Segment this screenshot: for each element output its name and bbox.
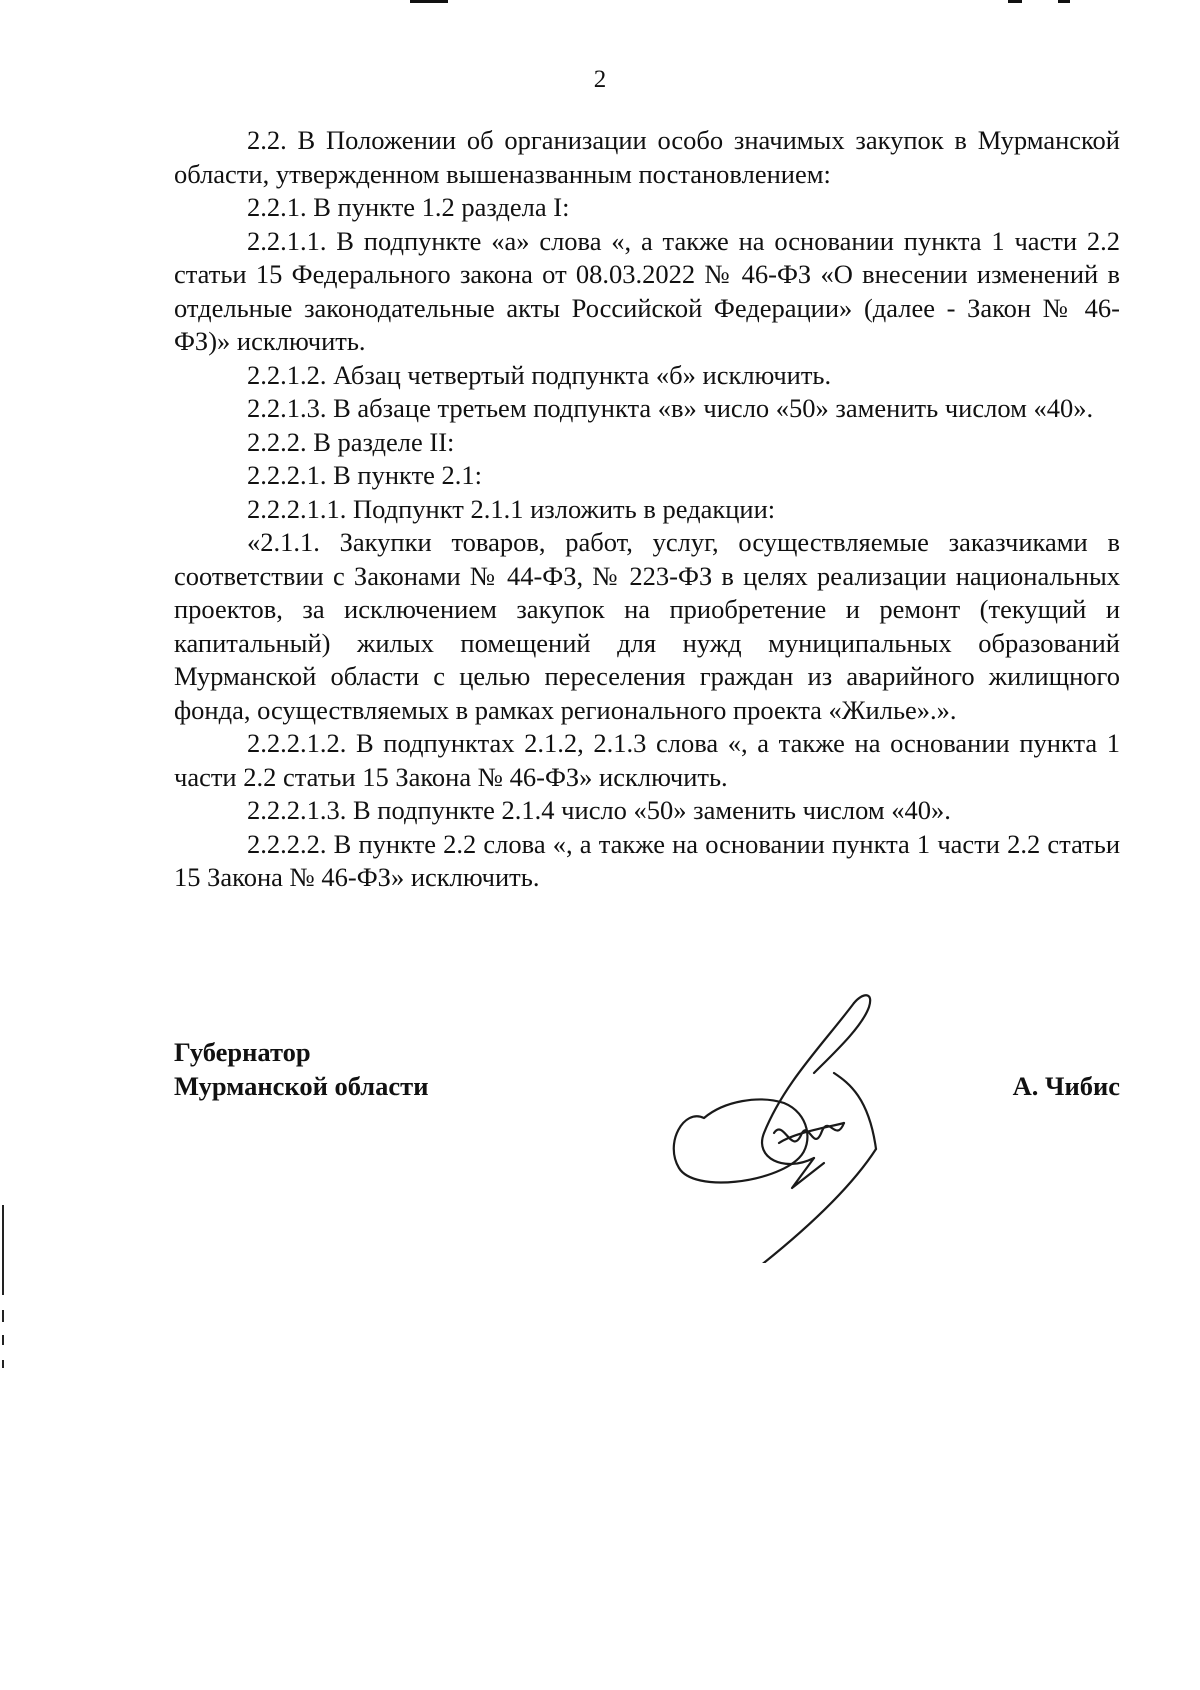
paragraph: «2.1.1. Закупки товаров, работ, услуг, осуществляемые заказчиками в соответствии с Законами № 44-ФЗ, № 223-ФЗ в целях реализации национальных проектов, за исключением закупок на приобретение и ремонт (текущий и капитальный) жилых помещений для нужд муниципальных образований Мурманской области с целью переселения граждан из аварийного жилищного фонда, осуществляемых в рамках регионального проекта «Жилье».». — [174, 527, 1120, 725]
scan-edge-mark — [2, 1310, 4, 1322]
paragraph: 2.2.1.2. Абзац четвертый подпункта «б» исключить. — [247, 359, 832, 390]
paragraph: 2.2.1.3. В абзаце третьем подпункта «в» число «50» заменить числом «40». — [247, 393, 1094, 423]
paragraph: 2.2. В Положении об организации особо значимых закупок в Мурманской области, утвержденном вышеназванным постановлением: — [174, 125, 1120, 189]
signatory-title — [174, 1035, 428, 1103]
handwritten-signature — [664, 983, 924, 1263]
paragraph: 2.2.2. В разделе II: — [247, 426, 455, 457]
page-number: 2 — [593, 66, 607, 93]
paragraph: 2.2.2.1.1. Подпункт 2.1.1 изложить в редакции: — [247, 493, 776, 524]
scan-mark — [1008, 0, 1022, 3]
scan-edge-mark — [2, 1335, 4, 1345]
signature-block — [174, 1035, 1120, 1265]
signatory-title-line: Губернатор — [174, 1037, 311, 1067]
scan-edge-mark — [2, 1205, 4, 1295]
paragraph: 2.2.2.1. В пункте 2.1: — [247, 460, 483, 490]
paragraph: 2.2.1.1. В подпункте «а» слова «, а также на основании пункта 1 части 2.2 статьи 15 Федерального закона от 08.03.2022 № 46-ФЗ «О внесении изменений в отдельные законодательные акты Российской Федерации» (далее - Закон № 46-ФЗ)» исключить. — [174, 225, 1120, 356]
paragraph: 2.2.2.2. В пункте 2.2 слова «, а также на основании пункта 1 части 2.2 статьи 15 Закона № 46-ФЗ» исключить. — [174, 828, 1120, 892]
paragraph: 2.2.2.1.3. В подпункте 2.1.4 число «50» заменить числом «40». — [247, 795, 951, 825]
paragraph: 2.2.1. В пункте 1.2 раздела I: — [247, 192, 570, 222]
scan-mark — [410, 0, 448, 3]
scan-mark — [1058, 0, 1070, 3]
signatory-title-line: Мурманской области — [174, 1071, 429, 1101]
document-body — [174, 124, 1120, 895]
signatory-name: А. Чибис — [1012, 1071, 1120, 1101]
scan-edge-mark — [2, 1360, 4, 1368]
paragraph: 2.2.2.1.2. В подпунктах 2.1.2, 2.1.3 слова «, а также на основании пункта 1 части 2.2 статьи 15 Закона № 46-ФЗ» исключить. — [174, 728, 1120, 792]
